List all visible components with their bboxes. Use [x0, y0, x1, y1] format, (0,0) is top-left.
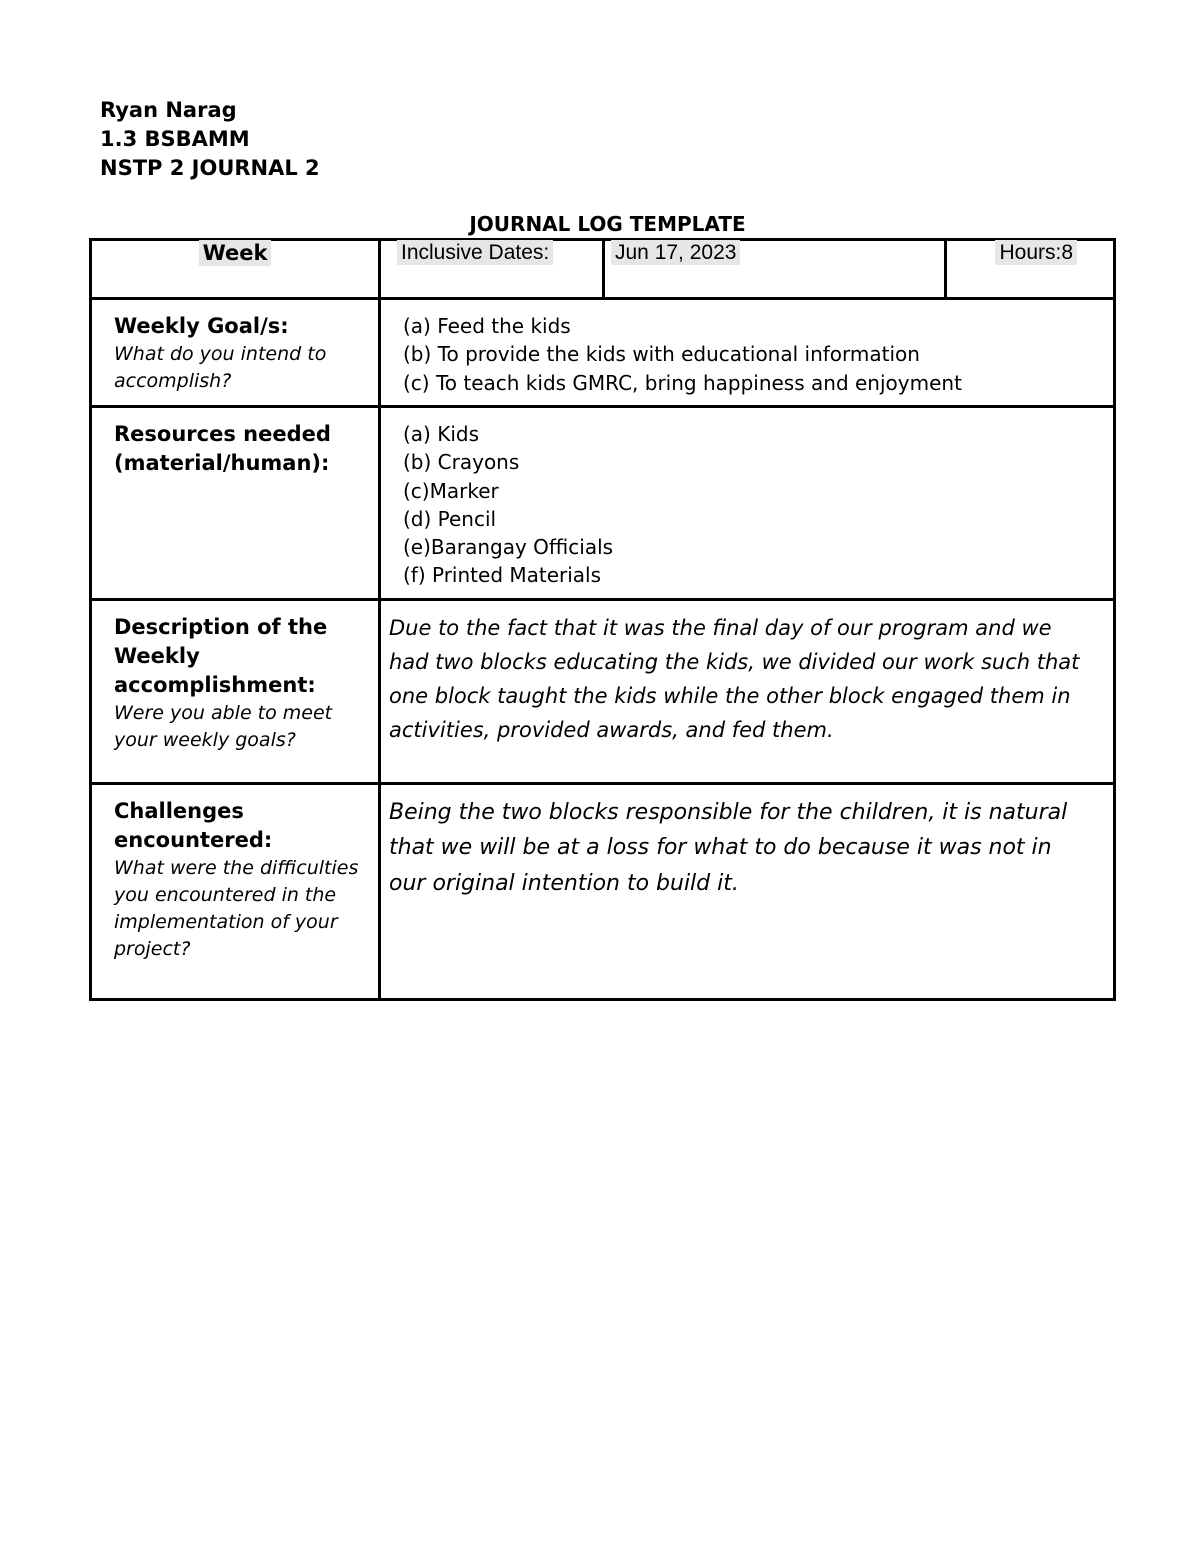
table-row: [91, 599, 1115, 783]
goals-content-cell: [380, 299, 1115, 407]
resources-label: Resources needed (material/human):: [114, 422, 331, 475]
description-text: Due to the fact that it was the final day of our program and we had two blocks educating the kids, we divided our work such that one block taught the kids while the other block engaged them in activities, provided awards, and fed them.: [389, 615, 1080, 742]
table-row: [91, 299, 1115, 407]
list-item: (c) To teach kids GMRC, bring happiness and enjoyment: [403, 370, 962, 395]
list-item: (b) To provide the kids with educational information: [403, 342, 920, 367]
challenges-text: Being the two blocks responsible for the children, it is natural that we will be at a loss for what to do because it was not in our original intention to build it.: [389, 799, 1068, 896]
course-section: 1.3 BSBAMM: [100, 127, 250, 151]
hours-label: Hours:8: [995, 240, 1077, 265]
description-content-cell: [380, 599, 1115, 783]
goals-sublabel: What do you intend to accomplish?: [114, 343, 327, 392]
challenges-sublabel: What were the difficulties you encountered in the implementation of your project?: [114, 856, 359, 960]
list-item: (a) Kids: [403, 422, 480, 446]
list-item: (e)Barangay Officials: [403, 535, 614, 560]
document-header: [100, 96, 320, 183]
table-row: [91, 407, 1115, 600]
description-label: Description of the Weekly accomplishment:: [114, 614, 328, 697]
author-name: Ryan Narag: [100, 98, 237, 122]
resources-content-cell: [380, 407, 1115, 600]
challenges-label: Challenges encountered:: [114, 798, 273, 852]
inclusive-dates-value: Jun 17, 2023: [611, 240, 740, 265]
challenges-content-cell: [380, 783, 1115, 999]
list-item: (b) Crayons: [403, 450, 520, 475]
description-label-cell: [91, 599, 380, 783]
dates-value-cell: [604, 240, 946, 299]
week-cell: [91, 240, 380, 299]
week-label: Week: [199, 240, 272, 266]
resources-label-cell: [91, 407, 380, 600]
table-row: [91, 240, 1115, 299]
goals-label: Weekly Goal/s:: [114, 314, 289, 338]
list-item: (a) Feed the kids: [403, 314, 571, 338]
journal-log-table: [89, 238, 1116, 1001]
challenges-label-cell: [91, 783, 380, 999]
list-item: (f) Printed Materials: [403, 563, 602, 588]
journal-title: NSTP 2 JOURNAL 2: [100, 156, 320, 180]
list-item: (c)Marker: [403, 478, 499, 503]
description-sublabel: Were you able to meet your weekly goals?: [114, 701, 333, 751]
document-title: JOURNAL LOG TEMPLATE: [469, 212, 746, 236]
dates-label-cell: [380, 240, 604, 299]
inclusive-dates-label: Inclusive Dates:: [397, 240, 553, 265]
table-row: [91, 783, 1115, 999]
goals-label-cell: [91, 299, 380, 407]
hours-cell: [946, 240, 1115, 299]
list-item: (d) Pencil: [403, 506, 497, 531]
